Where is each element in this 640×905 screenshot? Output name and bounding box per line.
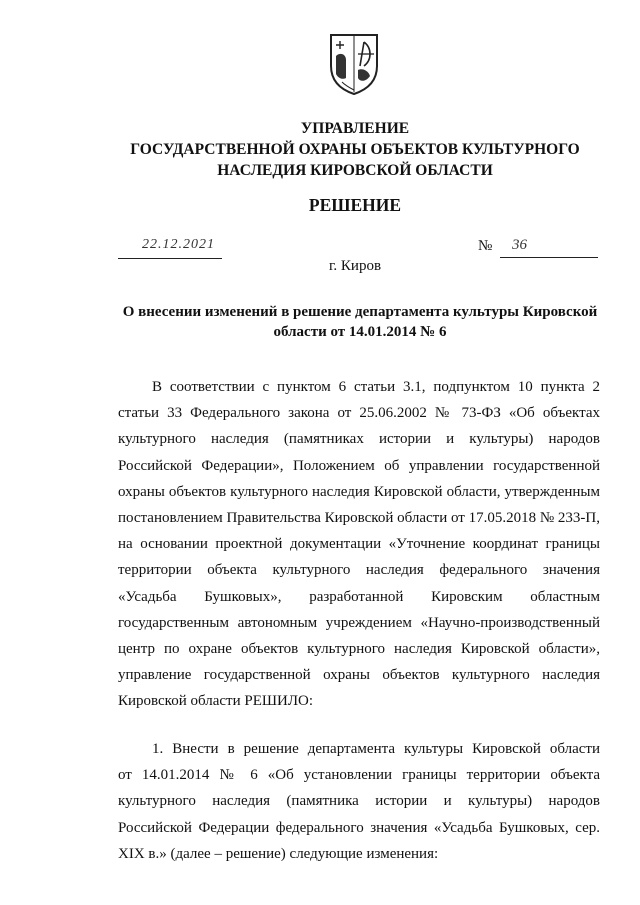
- text-line: В соответствии с пунктом 6 статьи 3.1, подпунктом 10 пункта 2: [152, 379, 600, 395]
- text-line: государственным автономным учреждением «Научно-производственный: [118, 614, 600, 631]
- authority-line: НАСЛЕДИЯ КИРОВСКОЙ ОБЛАСТИ: [217, 162, 493, 179]
- text-line: культурного наследия (памятниках истории и культуры) народов: [118, 431, 600, 448]
- text-line: Кировской области РЕШИЛО:: [118, 693, 314, 710]
- preamble-paragraph: [118, 374, 600, 714]
- text-line: 1. Внести в решение департамента культуры Кировской области: [152, 741, 600, 757]
- item-1-paragraph: [118, 736, 600, 867]
- handwritten-number: 36: [512, 237, 527, 253]
- title-line: О внесении изменений в решение департамента культуры Кировской: [122, 304, 598, 320]
- handwritten-date: 22.12.2021: [142, 237, 215, 252]
- city: г. Киров: [328, 258, 382, 274]
- number-label: №: [478, 238, 493, 254]
- number-field: [478, 236, 598, 258]
- authority-line: УПРАВЛЕНИЕ: [300, 120, 410, 137]
- text-line: на основании проектной документации «Уточнение координат границы: [118, 536, 600, 553]
- text-line: охраны объектов культурного наследия Кировской области, утвержденным: [118, 483, 600, 500]
- document-type: РЕШЕНИЕ: [308, 195, 402, 215]
- text-line: постановлением Правительства Кировской области от 17.05.2018 № 233-П,: [118, 509, 600, 526]
- coat-of-arms-icon: [328, 32, 380, 96]
- authority-line: ГОСУДАРСТВЕННОЙ ОХРАНЫ ОБЪЕКТОВ КУЛЬТУРНОГО: [130, 141, 580, 158]
- text-line: управление государственной охраны объектов культурного наследия: [118, 667, 600, 684]
- text-line: Российской Федерации», Положением об управлении государственной: [118, 457, 600, 474]
- document-title: [110, 302, 610, 342]
- text-line: «Усадьба Бушковых», разработанной Кировским областным: [118, 588, 600, 605]
- date-field: [118, 236, 222, 259]
- issuing-authority: [0, 118, 640, 181]
- text-line: культурного наследия (памятника истории и культуры) народов: [118, 793, 600, 810]
- text-line: от 14.01.2014 № 6 «Об установлении границы территории объекта: [118, 767, 600, 784]
- text-line: центр по охране объектов культурного наследия Кировской области»,: [118, 640, 600, 657]
- text-line: XIX в.» (далее – решение) следующие изменения:: [118, 845, 439, 862]
- text-line: территории объекта культурного наследия федерального значения: [118, 562, 600, 579]
- text-line: статьи 33 Федерального закона от 25.06.2002 № 73-ФЗ «Об объектах: [118, 405, 600, 422]
- text-line: Российской Федерации федерального значения «Усадьба Бушковых, сер.: [118, 819, 600, 836]
- title-line: области от 14.01.2014 № 6: [273, 324, 447, 340]
